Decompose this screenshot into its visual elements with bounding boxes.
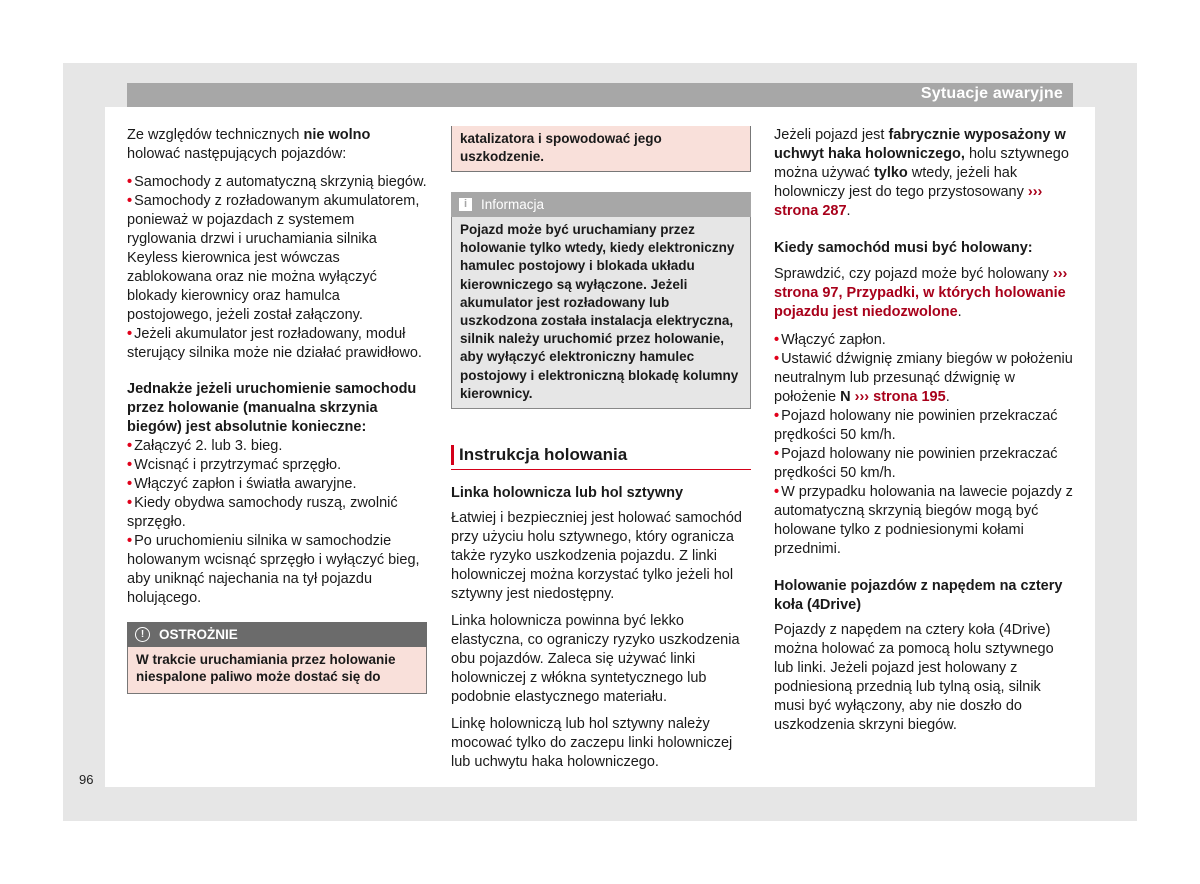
- list-item-text: Włączyć zapłon i światła awaryjne.: [134, 476, 357, 492]
- list-item: [127, 494, 427, 532]
- subheading: Kiedy samochód musi być holowany:: [774, 240, 1033, 256]
- bullet-icon: •: [127, 438, 133, 454]
- paragraph: [774, 126, 1074, 221]
- bullet-icon: •: [127, 533, 133, 549]
- warning-body-continued: katalizatora i spowodować jego uszkodzenie.: [451, 126, 751, 172]
- paragraph: Pojazdy z napędem na cztery koła (4Drive) można holować za pomocą holu sztywnego lub linki. Jeżeli pojazd jest holowany z podniesioną przednią lub tylną osią, silnik musi być wyłączony, aby nie doszło do uszkodzenia skrzyni biegów.: [774, 622, 1054, 733]
- bullet-icon: •: [774, 351, 780, 367]
- list-item: [127, 437, 427, 456]
- list-item: [127, 475, 427, 494]
- text: Sprawdzić, czy pojazd może być holowany: [774, 266, 1053, 282]
- list-item-text: Pojazd holowany nie powinien przekraczać prędkości 50 km/h.: [774, 446, 1058, 481]
- subheading: Holowanie pojazdów z napędem na cztery koła (4Drive): [774, 578, 1063, 613]
- intro-text: Ze względów technicznych: [127, 127, 304, 143]
- info-label: Informacja: [481, 197, 545, 212]
- info-icon: i: [459, 198, 472, 211]
- emphasis: fabrycznie wyposażony w uchwyt haka holowniczego,: [774, 127, 1066, 162]
- list-item-text: Wcisnąć i przytrzymać sprzęgło.: [134, 457, 342, 473]
- section-title: Instrukcja holowania: [451, 445, 751, 470]
- list-item-text: Pojazd holowany nie powinien przekraczać prędkości 50 km/h.: [774, 408, 1058, 443]
- info-body: Pojazd może być uruchamiany przez holowanie tylko wtedy, kiedy elektroniczny hamulec postojowy i blokada układu kierowniczego są wyłączone. Jeżeli akumulator jest rozładowany lub uszkodzona została instalacja elektryczna, silnik należy uruchomić przez holowanie, aby wyłączyć elektroniczny hamulec postojowy i elektroniczną blokadę kolumny kierownicy.: [451, 217, 751, 409]
- text: holu sztywnego można używać: [774, 146, 1069, 181]
- bullet-icon: •: [127, 326, 133, 342]
- paragraph: Linka holownicza powinna być lekko elastyczna, co ograniczy ryzyko uszkodzenia obu pojazdów. Zaleca się używać linki holowniczej z włókna syntetycznego lub podobnie elastycznego materiału.: [451, 613, 740, 706]
- text: .: [957, 304, 962, 320]
- list-item: [127, 173, 427, 192]
- page-frame-right: [1095, 63, 1137, 821]
- list-item-text: Ustawić dźwignię zmiany biegów w położeniu neutralnym lub przesunąć dźwignię w położenie: [774, 351, 1073, 405]
- chapter-title: Sytuacje awaryjne: [920, 85, 1063, 102]
- paragraph: Linkę holowniczą lub hol sztywny należy mocować tylko do zaczepu linki holowniczej lub uchwytu haka holowniczego.: [451, 716, 733, 771]
- list-item-text: Po uruchomieniu silnika w samochodzie holowanym wcisnąć sprzęgło i wyłączyć bieg, aby uniknąć najechania na tył pojazdu holującego.: [127, 533, 420, 606]
- subheading: Linka holownicza lub hol sztywny: [451, 485, 684, 502]
- bullet-icon: •: [774, 484, 780, 500]
- list-item: [127, 456, 427, 475]
- column-right: [774, 126, 1074, 735]
- page-frame-bottom: [63, 787, 1137, 821]
- intro-text-end: holować następujących pojazdów:: [127, 146, 347, 162]
- list-item: [127, 532, 427, 608]
- column-middle: [451, 126, 751, 772]
- text: wtedy, jeżeli hak holowniczy jest do tego przystosowany: [774, 165, 1028, 200]
- text: .: [846, 203, 851, 219]
- page-reference-link[interactable]: ››› strona 195: [850, 389, 946, 405]
- caution-icon: !: [135, 627, 150, 642]
- info-header: [451, 192, 751, 217]
- list-item-text: Kiedy obydwa samochody ruszą, zwolnić sprzęgło.: [127, 495, 398, 530]
- bullet-icon: •: [774, 446, 780, 462]
- bullet-icon: •: [127, 495, 133, 511]
- list-item-text: Samochody z automatyczną skrzynią biegów.: [134, 174, 427, 190]
- column-left: [127, 126, 427, 694]
- emphasis: N: [840, 389, 851, 405]
- bullet-icon: •: [127, 476, 133, 492]
- bullet-icon: •: [774, 332, 780, 348]
- warning-header: [127, 622, 427, 647]
- chapter-header: [127, 83, 1073, 107]
- paragraph: [774, 265, 1074, 322]
- paragraph: Łatwiej i bezpieczniej jest holować samochód przy użyciu holu sztywnego, który ogranicza także ryzyko uszkodzenia pojazdu. Z linki holowniczej można korzystać tylko jeżeli hol sztywny jest niedostępny.: [451, 510, 742, 603]
- list-item: [127, 192, 427, 325]
- bullet-icon: •: [774, 408, 780, 424]
- list-item-text: Samochody z rozładowanym akumulatorem, ponieważ w pojazdach z systemem ryglowania drzwi i uruchamiania silnika Keyless kierownica jest wówczas zablokowana oraz nie można wyłączyć blokady kierownicy oraz hamulca postojowego, jeżeli został załączony.: [127, 193, 420, 323]
- list-item-text: Jeżeli akumulator jest rozładowany, moduł sterujący silnika może nie działać prawidłowo.: [127, 326, 422, 361]
- warning-body: W trakcie uruchamiania przez holowanie niespalone paliwo może dostać się do: [127, 647, 427, 694]
- warning-label: OSTROŻNIE: [159, 627, 238, 642]
- list-item-text: W przypadku holowania na lawecie pojazdy z automatyczną skrzynią biegów mogą być holowane tylko z podniesionymi kołami przednimi.: [774, 484, 1073, 557]
- emphasis-paragraph: Jednakże jeżeli uruchomienie samochodu przez holowanie (manualna skrzynia biegów) jest absolutnie konieczne:: [127, 381, 417, 435]
- bullet-icon: •: [127, 193, 133, 209]
- list-item: [127, 325, 427, 363]
- list-item: [774, 483, 1074, 559]
- list-item: [774, 445, 1074, 483]
- emphasis: tylko: [873, 165, 908, 181]
- list-item: [774, 407, 1074, 445]
- list-item: [774, 350, 1074, 407]
- text: .: [945, 389, 950, 405]
- page-frame-left: [63, 63, 105, 821]
- page-number: 96: [79, 772, 94, 787]
- bullet-icon: •: [127, 457, 133, 473]
- text: Jeżeli pojazd jest: [774, 127, 889, 143]
- page-reference-link[interactable]: ››› strona 97, Przypadki, w których holowanie pojazdu jest niedozwolone: [774, 266, 1068, 320]
- bullet-icon: •: [127, 174, 133, 190]
- list-item: [774, 331, 1074, 350]
- list-item-text: Załączyć 2. lub 3. bieg.: [134, 438, 283, 454]
- intro-emphasis: nie wolno: [303, 127, 371, 143]
- intro-paragraph: [127, 126, 427, 164]
- page-reference-link[interactable]: ››› strona 287: [774, 184, 1043, 219]
- list-item-text: Włączyć zapłon.: [781, 332, 886, 348]
